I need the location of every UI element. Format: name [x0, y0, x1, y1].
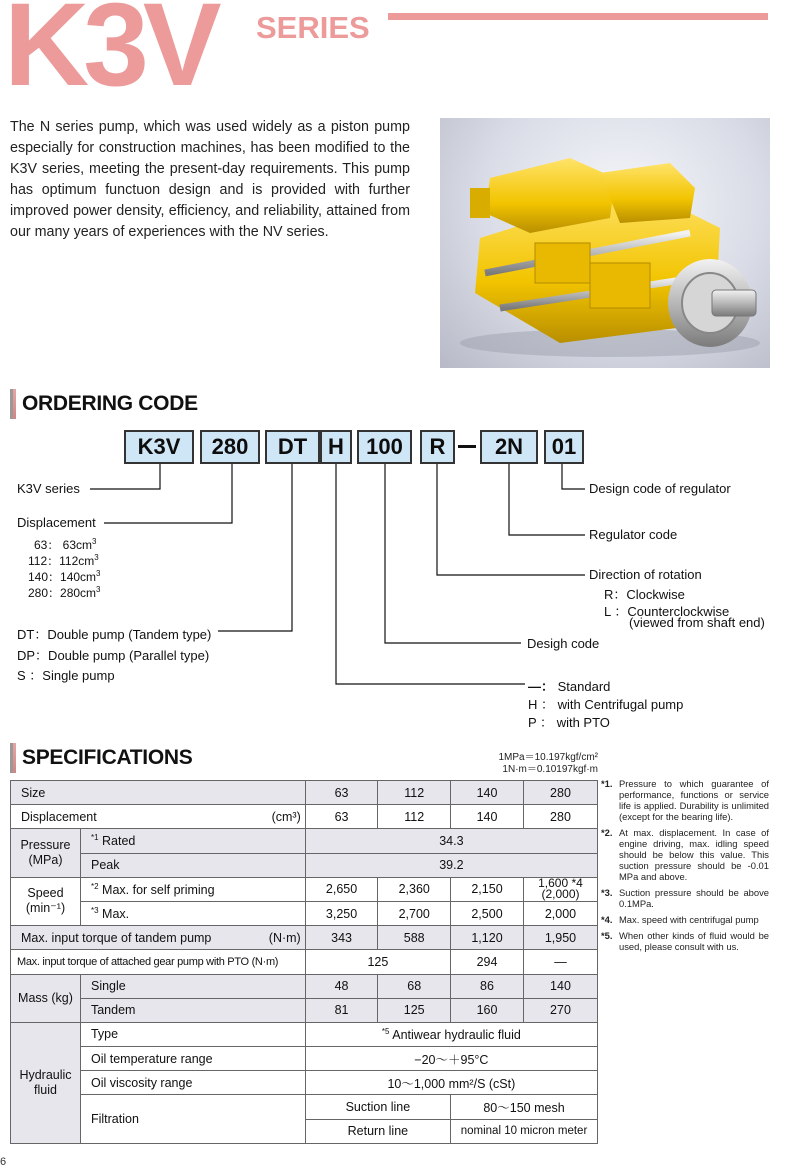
- pump-type-dt: DT：Double pump (Tandem type): [17, 627, 212, 642]
- row-unit: (N·m): [230, 926, 305, 950]
- unit-conversion-torque: 1N·m＝0.10197kgf·m: [502, 764, 598, 775]
- table-cell: nominal 10 micron meter: [451, 1119, 598, 1143]
- code-box-aux: H: [320, 430, 352, 464]
- brand-title: K3V: [4, 0, 216, 111]
- table-cell: 2,360: [378, 877, 451, 901]
- code-box-series: K3V: [124, 430, 194, 464]
- table-row: [11, 1047, 598, 1071]
- code-box-displacement: 280: [200, 430, 260, 464]
- label-design-code: Desigh code: [527, 636, 600, 651]
- table-cell: −20～＋95°C: [305, 1047, 597, 1071]
- table-cell: 140: [523, 974, 597, 998]
- code-box-regulator-design: 01: [544, 430, 584, 464]
- table-row: [11, 1071, 598, 1095]
- table-cell: 34.3: [305, 829, 597, 853]
- direction-clockwise: R：Clockwise: [604, 587, 685, 602]
- row-label: Filtration: [80, 1095, 305, 1143]
- row-label: Oil temperature range: [80, 1047, 305, 1071]
- table-cell: 39.2: [305, 853, 597, 877]
- ordering-code-title: ORDERING CODE: [22, 392, 198, 415]
- table-cell: 140: [451, 781, 524, 805]
- table-cell: Return line: [305, 1119, 450, 1143]
- table-row: [11, 1095, 598, 1119]
- label-displacement: Displacement: [17, 515, 96, 530]
- row-label: Type: [80, 1022, 305, 1046]
- table-row: [11, 974, 598, 998]
- table-cell: 2,700: [378, 901, 451, 925]
- pump-type-dp: DP：Double pump (Parallel type): [17, 648, 210, 663]
- table-cell: 10～1,000 mm²/S (cSt): [305, 1071, 597, 1095]
- intro-paragraph: The N series pump, which was used widely as a piston pump especially for construction machines, has been modified to the K3V series, meeting the present-day requirements. This pump has optimum functuon design and is provided with further improved power density, efficiency, and reliability, attained from our many years of experiences with the NV series.: [10, 119, 410, 240]
- row-label: $^{*3}$ Max.: [80, 901, 305, 925]
- table-row: [11, 853, 598, 877]
- series-title: SERIES: [256, 10, 370, 45]
- direction-note: (viewed from shaft end): [629, 615, 765, 630]
- code-box-regulator: 2N: [480, 430, 538, 464]
- aux-standard: —： Standard: [528, 679, 611, 694]
- table-cell: 1,600 *4 (2,000): [523, 877, 597, 901]
- row-group-label: Mass (kg): [11, 974, 81, 1022]
- row-group-label: Hydraulic fluid: [11, 1022, 81, 1143]
- table-cell: 140: [451, 805, 524, 829]
- aux-pto: P ： with PTO: [528, 715, 610, 730]
- table-row: [11, 926, 598, 950]
- code-box-design: 100: [357, 430, 412, 464]
- row-label: Single: [80, 974, 305, 998]
- table-cell: 80～150 mesh: [451, 1095, 598, 1119]
- footnote: *4. Max. speed with centrifugal pump: [601, 914, 759, 925]
- direction-counterclockwise: L ：Counterclockwise: [604, 604, 730, 619]
- displacement-option: 63： $63cm^3$: [34, 537, 97, 552]
- table-cell: 2,150: [451, 877, 524, 901]
- table-row: [11, 805, 598, 829]
- units-note: [440, 752, 598, 776]
- table-cell: $^{*5}$ Antiwear hydraulic fluid: [305, 1022, 597, 1046]
- displacement-option: 140：$140cm^3$: [28, 569, 101, 584]
- table-cell: 160: [451, 998, 524, 1022]
- specifications-heading: [10, 743, 192, 773]
- table-cell: 3,250: [305, 901, 378, 925]
- footnote: *5. When other kinds of fluid would be used, please consult with us.: [601, 930, 769, 952]
- spec-footnotes: [601, 778, 769, 957]
- heading-bar: [10, 743, 16, 773]
- row-label: $^{*2}$ Max. for self priming: [80, 877, 305, 901]
- label-regulator-design: Design code of regulator: [589, 481, 731, 496]
- table-cell: 588: [378, 926, 451, 950]
- table-row: [11, 877, 598, 901]
- code-box-pump-type: DT: [265, 430, 320, 464]
- table-cell: 270: [523, 998, 597, 1022]
- displacement-option: 280：$280cm^3$: [28, 585, 101, 600]
- table-row: [11, 998, 598, 1022]
- label-regulator-code: Regulator code: [589, 527, 678, 542]
- displacement-option: 112：$112cm^3$: [28, 553, 99, 568]
- table-cell: 1,950: [523, 926, 597, 950]
- table-cell: 1,120: [451, 926, 524, 950]
- unit-conversion-pressure: 1MPa＝10.197kgf/cm²: [498, 752, 598, 763]
- specifications-table: [10, 780, 598, 1144]
- page-number: 6: [0, 1156, 7, 1168]
- table-cell: Suction line: [305, 1095, 450, 1119]
- table-cell: 294: [451, 950, 524, 974]
- table-row: [11, 901, 598, 925]
- table-row: [11, 829, 598, 853]
- table-cell: 81: [305, 998, 378, 1022]
- table-cell: 86: [451, 974, 524, 998]
- table-cell: 125: [378, 998, 451, 1022]
- row-unit: (cm³): [230, 805, 305, 829]
- footnote: *3. Suction pressure should be above 0.1MPa.: [601, 887, 769, 909]
- row-group-label: Pressure (MPa): [11, 829, 81, 877]
- row-label: Max. input torque of attached gear pump with PTO (N·m): [11, 950, 306, 974]
- label-direction: Direction of rotation: [589, 567, 702, 582]
- table-row: [11, 781, 598, 805]
- table-cell: 125: [305, 950, 450, 974]
- table-cell: —: [523, 950, 597, 974]
- row-group-label: Speed (min⁻¹): [11, 877, 81, 925]
- table-cell: 2,500: [451, 901, 524, 925]
- table-cell: 2,650: [305, 877, 378, 901]
- row-label: Oil viscosity range: [80, 1071, 305, 1095]
- table-cell: 48: [305, 974, 378, 998]
- aux-centrifugal: H ： with Centrifugal pump: [528, 697, 684, 712]
- label-k3v-series: K3V series: [17, 481, 80, 496]
- table-cell: 112: [378, 781, 451, 805]
- table-cell: 280: [523, 781, 597, 805]
- footnote: *2. At max. displacement. In case of engine driving, max. idling speed should be below this value. This suction pressure should be -0.01 MPa and above.: [601, 827, 769, 882]
- specifications-title: SPECIFICATIONS: [22, 746, 193, 769]
- row-label: Tandem: [80, 998, 305, 1022]
- code-box-rotation: R: [420, 430, 455, 464]
- row-label: Displacement: [11, 805, 231, 829]
- row-label: Peak: [80, 853, 305, 877]
- table-row: [11, 950, 598, 974]
- table-cell: 343: [305, 926, 378, 950]
- table-cell: 2,000: [523, 901, 597, 925]
- footnote: *1. Pressure to which guarantee of performance, functions or service life is applied. Durability is unlimited (except for the bearing life).: [601, 778, 769, 822]
- pump-type-s: S ：Single pump: [17, 668, 115, 683]
- table-cell: 112: [378, 805, 451, 829]
- row-label: Max. input torque of tandem pump: [11, 926, 231, 950]
- table-row: [11, 1022, 598, 1046]
- table-cell: 63: [305, 781, 378, 805]
- row-label: $^{*1}$ Rated: [80, 829, 305, 853]
- table-cell: 68: [378, 974, 451, 998]
- row-label: Size: [11, 781, 306, 805]
- table-cell: 63: [305, 805, 378, 829]
- table-cell: 280: [523, 805, 597, 829]
